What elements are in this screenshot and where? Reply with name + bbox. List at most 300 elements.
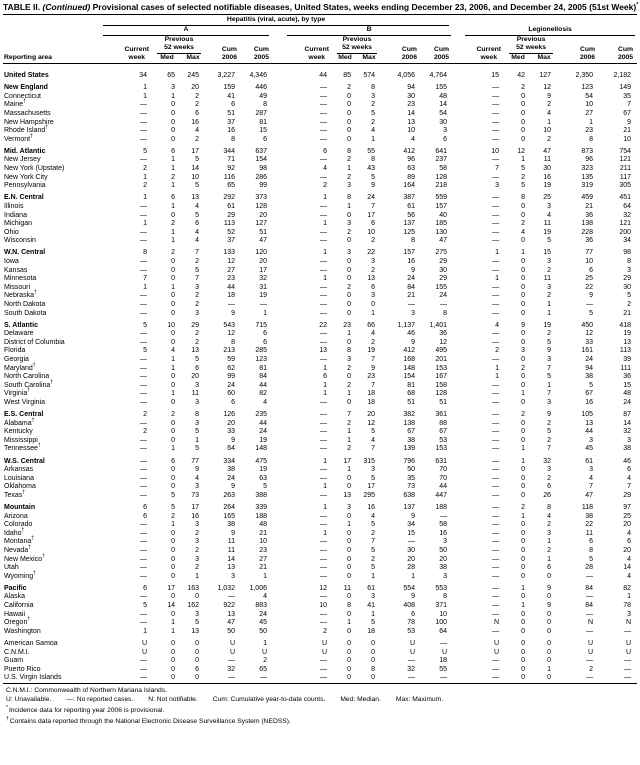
value-cell: 9: [547, 92, 552, 100]
value-cell: —: [492, 474, 500, 482]
reporting-area-cell: Texas†: [4, 489, 26, 499]
reporting-area-cell: Mississippi: [4, 436, 38, 444]
value-cell: —: [492, 92, 500, 100]
value-cell: 70: [439, 474, 448, 482]
value-cell: 4: [371, 330, 375, 338]
reporting-area-cell: Colorado: [4, 521, 33, 529]
value-cell: 0: [171, 665, 175, 673]
value-cell: 77: [585, 249, 594, 257]
value-cell: 50: [407, 466, 415, 474]
value-cell: 2: [171, 411, 175, 419]
value-cell: 73: [191, 491, 199, 499]
value-cell: 1: [521, 584, 526, 592]
value-cell: 412: [403, 147, 415, 155]
value-cell: —: [140, 610, 147, 618]
value-cell: 0: [521, 135, 526, 143]
value-cell: —: [586, 674, 594, 682]
value-cell: 2,350: [575, 72, 594, 80]
value-cell: 128: [435, 173, 448, 181]
value-cell: 78: [623, 602, 632, 610]
reporting-area-cell: Maine†: [4, 99, 26, 109]
value-cell: —: [492, 411, 500, 419]
value-cell: 0: [347, 564, 351, 572]
value-cell: 17: [259, 266, 267, 274]
value-cell: 96: [585, 156, 594, 164]
value-cell: 21: [259, 564, 267, 572]
value-cell: 5: [143, 347, 147, 355]
value-cell: N: [626, 619, 632, 627]
value-cell: 0: [347, 610, 351, 618]
value-cell: 0: [347, 648, 351, 656]
value-cell: 447: [435, 491, 448, 499]
value-cell: 0: [521, 610, 526, 618]
value-cell: 123: [581, 84, 594, 92]
value-cell: —: [408, 674, 415, 682]
value-cell: 0: [547, 674, 552, 682]
value-cell: 56: [407, 211, 415, 219]
value-cell: 20: [191, 84, 199, 92]
header-data-spacer: [3, 63, 637, 72]
value-cell: 1: [521, 390, 526, 398]
value-cell: —: [492, 381, 500, 389]
value-cell: 32: [227, 665, 235, 673]
value-cell: 111: [620, 364, 632, 372]
value-cell: 0: [347, 237, 351, 245]
value-cell: 0: [347, 627, 351, 635]
value-cell: 85: [343, 72, 351, 80]
value-cell: 164: [403, 182, 415, 190]
value-cell: 55: [367, 147, 375, 155]
value-cell: —: [492, 283, 500, 291]
value-cell: —: [440, 512, 448, 520]
value-cell: 99: [227, 373, 235, 381]
reporting-area-cell: U.S. Virgin Islands: [4, 674, 62, 682]
value-cell: —: [492, 127, 500, 135]
value-cell: 382: [403, 411, 415, 419]
value-cell: 6: [143, 512, 147, 520]
value-cell: —: [492, 338, 500, 346]
value-cell: 1: [323, 275, 327, 283]
value-cell: 8: [521, 194, 526, 202]
value-cell: 14: [623, 564, 632, 572]
value-cell: 7: [143, 275, 147, 283]
value-cell: 3: [371, 92, 375, 100]
value-cell: 201: [435, 356, 448, 364]
value-cell: 41: [367, 602, 375, 610]
value-cell: —: [492, 220, 500, 228]
value-cell: 0: [521, 211, 526, 219]
value-cell: 23: [407, 101, 415, 109]
value-cell: 6: [323, 373, 327, 381]
legend-unavailable: U: Unavailable.: [6, 695, 52, 703]
value-cell: 292: [223, 194, 235, 202]
value-cell: 1: [547, 538, 552, 546]
value-cell: 371: [435, 602, 448, 610]
value-cell: 30: [623, 283, 632, 291]
reporting-area-cell: Nebraska†: [4, 290, 37, 300]
value-cell: 305: [619, 182, 632, 190]
reporting-area-cell: West Virginia: [4, 399, 45, 406]
table-row: [3, 619, 637, 628]
value-cell: —: [492, 399, 500, 406]
value-cell: 2: [195, 529, 199, 537]
value-cell: U: [261, 648, 267, 656]
hepB-med-header: Med: [333, 54, 357, 63]
value-cell: —: [440, 300, 448, 308]
value-cell: 3: [195, 283, 199, 291]
value-cell: 387: [403, 194, 415, 202]
value-cell: 1: [547, 309, 552, 317]
value-cell: 14: [407, 110, 415, 117]
value-cell: —: [492, 356, 500, 364]
value-cell: 0: [171, 309, 175, 317]
value-cell: 29: [191, 321, 199, 329]
value-cell: 8: [443, 309, 448, 317]
value-cell: 99: [259, 182, 267, 190]
value-cell: —: [140, 127, 147, 135]
value-cell: 1,006: [249, 584, 267, 592]
value-cell: 5: [547, 428, 552, 436]
value-cell: 0: [171, 547, 175, 554]
value-cell: 84: [407, 283, 415, 291]
value-cell: 157: [403, 249, 415, 257]
value-cell: 1: [347, 165, 351, 173]
value-cell: 6: [371, 220, 375, 228]
value-cell: U: [229, 639, 235, 647]
value-cell: 0: [347, 127, 351, 135]
value-cell: 5: [195, 211, 199, 219]
value-cell: 12: [227, 258, 235, 265]
nedss-dagger-marker: †: [50, 379, 54, 386]
value-cell: 0: [521, 538, 526, 546]
reporting-area-cell: Missouri: [4, 283, 31, 291]
value-cell: —: [320, 474, 327, 482]
value-cell: 10: [623, 135, 632, 143]
reporting-area-cell: Virginia†: [4, 388, 30, 398]
table-row: [3, 538, 637, 547]
reporting-area-cell: Vermont†: [4, 133, 33, 143]
value-cell: 22: [367, 249, 375, 257]
value-cell: 8: [589, 547, 594, 554]
value-cell: U: [409, 648, 415, 656]
value-cell: 408: [403, 602, 415, 610]
value-cell: 60: [227, 390, 235, 398]
table-row: [3, 382, 637, 391]
value-cell: 10: [585, 258, 594, 265]
value-cell: 264: [223, 504, 235, 512]
value-cell: 6: [627, 538, 632, 546]
value-cell: 0: [521, 356, 526, 364]
value-cell: 98: [623, 249, 632, 257]
value-cell: 1: [143, 220, 147, 228]
value-cell: 24: [623, 399, 632, 406]
value-cell: 315: [363, 457, 375, 465]
value-cell: 446: [255, 84, 267, 92]
value-cell: 8: [371, 84, 375, 92]
value-cell: 1: [143, 283, 147, 291]
value-cell: 0: [171, 373, 175, 381]
value-cell: U: [494, 648, 500, 656]
value-cell: 319: [581, 182, 594, 190]
value-cell: 4: [547, 512, 552, 520]
table-row: [3, 674, 637, 683]
value-cell: 1: [411, 572, 415, 580]
table-row: [3, 156, 637, 165]
table-row: [3, 428, 637, 437]
value-cell: 1: [347, 521, 351, 529]
reporting-area-cell: Washington: [4, 627, 41, 635]
value-cell: —: [586, 300, 594, 308]
value-cell: 24: [227, 474, 235, 482]
reporting-area-cell: South Carolina†: [4, 379, 54, 389]
value-cell: 3: [195, 521, 199, 529]
value-cell: 44: [439, 483, 448, 491]
value-cell: 7: [347, 411, 351, 419]
value-cell: 0: [171, 118, 175, 126]
value-cell: 1: [171, 156, 175, 164]
value-cell: 82: [623, 584, 632, 592]
table-row: [3, 301, 637, 310]
value-cell: —: [320, 228, 327, 236]
value-cell: 155: [435, 283, 448, 291]
nedss-dagger-marker: †: [33, 570, 36, 577]
value-cell: U: [442, 648, 448, 656]
value-cell: 3: [195, 309, 199, 317]
value-cell: 3: [347, 356, 351, 364]
value-cell: 0: [171, 330, 175, 338]
value-cell: —: [492, 202, 500, 210]
table-row: [3, 347, 637, 356]
value-cell: 1: [171, 356, 175, 364]
value-cell: 3: [443, 127, 448, 135]
reporting-area-cell: Maryland†: [4, 362, 36, 372]
value-cell: 0: [347, 538, 351, 546]
value-cell: 5: [589, 381, 594, 389]
value-cell: 16: [191, 118, 199, 126]
value-cell: 8: [347, 347, 351, 355]
value-cell: 118: [581, 504, 594, 512]
value-cell: 0: [347, 258, 351, 265]
value-cell: 81: [259, 118, 267, 126]
value-cell: —: [140, 619, 147, 627]
value-cell: 1: [521, 602, 526, 610]
value-cell: 32: [407, 665, 415, 673]
value-cell: 1: [195, 436, 199, 444]
value-cell: 163: [187, 584, 199, 592]
nedss-dagger-marker: †: [28, 544, 31, 551]
hepatitis-a-header: A: [103, 26, 269, 36]
reporting-area-cell: Alabama†: [4, 417, 35, 427]
table-row: [3, 390, 637, 399]
value-cell: U: [494, 639, 500, 647]
value-cell: —: [140, 474, 147, 482]
value-cell: 46: [623, 457, 632, 465]
value-cell: 16: [585, 399, 594, 406]
value-cell: 6: [411, 610, 415, 618]
value-cell: 5: [371, 619, 375, 627]
value-cell: 9: [521, 321, 526, 329]
value-cell: —: [320, 572, 327, 580]
value-cell: 51: [407, 399, 415, 406]
table-row: [3, 373, 637, 382]
value-cell: 2: [195, 135, 199, 143]
value-cell: —: [140, 237, 147, 245]
value-cell: 6: [263, 330, 267, 338]
value-cell: —: [492, 156, 500, 164]
value-cell: 5: [547, 338, 552, 346]
value-cell: 0: [521, 110, 526, 117]
value-cell: 4: [195, 237, 199, 245]
hepA-cum-2006-header: Cum 2006: [205, 36, 241, 63]
value-cell: —: [320, 258, 327, 265]
value-cell: 59: [227, 356, 235, 364]
value-cell: 2: [589, 665, 594, 673]
value-cell: —: [140, 390, 147, 398]
table-row: [3, 411, 637, 420]
value-cell: —: [586, 610, 594, 618]
value-cell: 8: [195, 411, 199, 419]
value-cell: 2: [547, 521, 552, 529]
value-cell: 1: [323, 194, 327, 202]
value-cell: 553: [435, 584, 448, 592]
value-cell: 33: [585, 338, 594, 346]
value-cell: 36: [439, 330, 448, 338]
value-cell: —: [492, 173, 500, 181]
value-cell: 29: [623, 275, 632, 283]
value-cell: 5: [627, 292, 632, 300]
value-cell: 4: [589, 474, 594, 482]
value-cell: 1: [371, 610, 375, 618]
value-cell: 12: [543, 84, 552, 92]
nedss-dagger-marker: †: [31, 536, 35, 543]
value-cell: —: [492, 445, 500, 453]
value-cell: 22: [319, 321, 327, 329]
table-row: [3, 110, 637, 119]
value-cell: 1: [547, 665, 552, 673]
value-cell: 8: [231, 338, 235, 346]
legend-med: Med: Median.: [340, 695, 381, 703]
value-cell: —: [140, 466, 147, 474]
value-cell: 2: [143, 428, 147, 436]
value-cell: —: [320, 135, 327, 143]
value-cell: 185: [435, 220, 448, 228]
value-cell: 3: [371, 258, 375, 265]
reporting-area-cell: American Samoa: [4, 639, 58, 647]
value-cell: 7: [547, 364, 552, 372]
value-cell: —: [320, 283, 327, 291]
value-cell: 641: [435, 147, 448, 155]
value-cell: —: [140, 338, 147, 346]
value-cell: —: [140, 211, 147, 219]
value-cell: 128: [255, 202, 267, 210]
value-cell: —: [492, 110, 500, 117]
value-cell: 149: [619, 84, 632, 92]
value-cell: 5: [171, 491, 175, 499]
value-cell: 3: [195, 381, 199, 389]
value-cell: —: [320, 610, 327, 618]
reporting-area-cell: Wyoming†: [4, 570, 36, 580]
value-cell: 20: [407, 555, 415, 563]
value-cell: 0: [195, 674, 199, 682]
table-row: [3, 339, 637, 348]
value-cell: 6: [443, 135, 448, 143]
value-cell: 19: [367, 347, 375, 355]
value-cell: 1: [143, 92, 147, 100]
value-cell: 48: [623, 390, 632, 398]
table-row: [3, 267, 637, 276]
value-cell: 29: [439, 258, 448, 265]
value-cell: 168: [403, 356, 415, 364]
value-cell: 1: [347, 330, 351, 338]
value-cell: 167: [435, 373, 448, 381]
value-cell: U: [588, 639, 594, 647]
value-cell: 1: [495, 373, 500, 381]
value-cell: 5: [171, 504, 175, 512]
value-cell: 1: [195, 572, 199, 580]
value-cell: 0: [171, 564, 175, 572]
value-cell: 32: [259, 275, 267, 283]
value-cell: 1: [347, 619, 351, 627]
value-cell: 19: [543, 228, 552, 236]
reporting-area-cell: Arkansas: [4, 466, 34, 474]
value-cell: 4: [263, 399, 267, 406]
value-cell: 121: [619, 156, 632, 164]
value-cell: 1: [323, 220, 327, 228]
table-row: [3, 628, 637, 637]
value-cell: 3: [547, 258, 552, 265]
value-cell: 62: [227, 364, 235, 372]
value-cell: 29: [227, 211, 235, 219]
value-cell: 22: [585, 521, 594, 529]
value-cell: —: [228, 300, 235, 308]
value-cell: 873: [581, 147, 594, 155]
value-cell: 2: [495, 347, 500, 355]
reporting-area-cell: Hawaii: [4, 610, 26, 618]
value-cell: 1: [143, 627, 147, 635]
table-row: [3, 194, 637, 203]
value-cell: 47: [585, 491, 594, 499]
value-cell: 2: [171, 220, 175, 228]
value-cell: —: [492, 436, 500, 444]
value-cell: 21: [623, 127, 632, 135]
value-cell: 84: [585, 584, 594, 592]
value-cell: 20: [367, 411, 375, 419]
value-cell: —: [320, 419, 327, 427]
value-cell: 20: [259, 258, 267, 265]
reporting-area-cell: Puerto Rico: [4, 665, 41, 673]
table-header: [3, 16, 637, 63]
value-cell: 64: [439, 627, 448, 635]
value-cell: 3: [627, 610, 632, 618]
value-cell: 1: [521, 249, 526, 257]
value-cell: 10: [543, 127, 552, 135]
value-cell: 0: [171, 258, 175, 265]
value-cell: 13: [343, 491, 351, 499]
value-cell: —: [320, 399, 327, 406]
value-cell: 0: [371, 648, 375, 656]
value-cell: —: [140, 483, 147, 491]
value-cell: 92: [227, 165, 235, 173]
value-cell: 121: [619, 220, 632, 228]
value-cell: 12: [517, 147, 526, 155]
value-cell: —: [140, 457, 147, 465]
value-cell: 2: [143, 411, 147, 419]
table-row: [3, 483, 637, 492]
value-cell: 9: [547, 602, 552, 610]
value-cell: 65: [259, 665, 267, 673]
value-cell: 36: [585, 211, 594, 219]
value-cell: 0: [347, 474, 351, 482]
